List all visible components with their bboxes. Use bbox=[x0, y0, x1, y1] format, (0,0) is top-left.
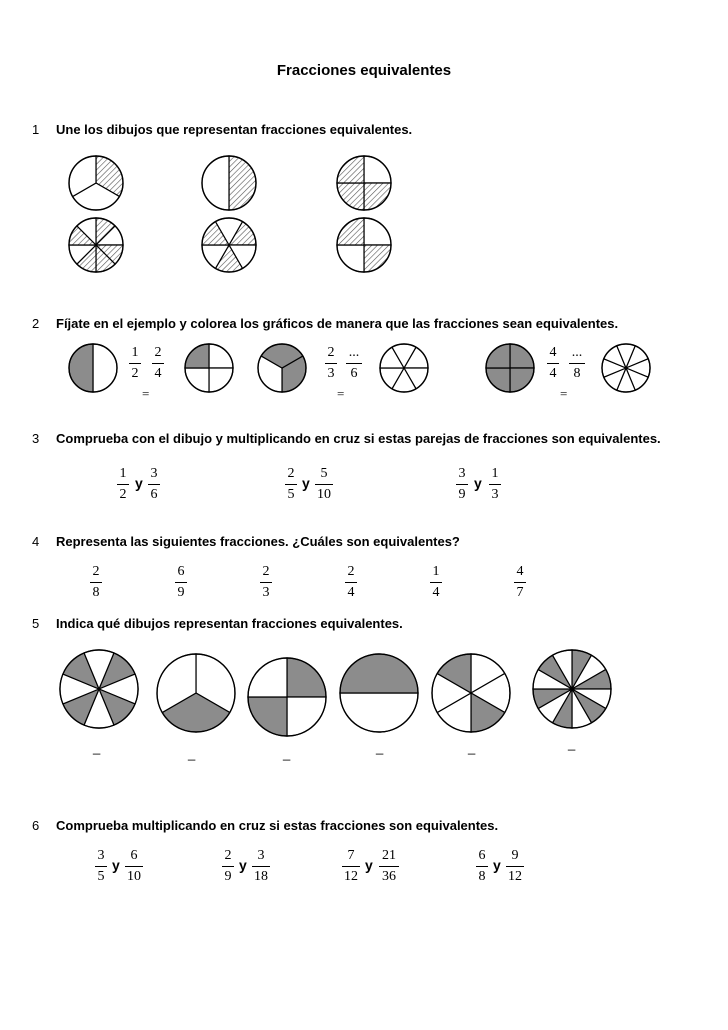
connector-y: y bbox=[239, 857, 247, 873]
fraction: 1 2 bbox=[117, 466, 129, 503]
connector-y: y bbox=[365, 857, 373, 873]
fraction: 1 2 bbox=[129, 345, 141, 382]
answer-blank: _ bbox=[568, 736, 576, 751]
equals-sign: = bbox=[142, 386, 150, 401]
connector-y: y bbox=[493, 857, 501, 873]
answer-blank: _ bbox=[93, 740, 101, 755]
fraction: 6 10 bbox=[127, 848, 141, 884]
question-number: 3 bbox=[32, 431, 40, 446]
sixths-circle bbox=[432, 654, 510, 732]
quarters-circle bbox=[337, 156, 391, 210]
eighths-circle bbox=[60, 650, 138, 728]
circle-sector bbox=[229, 156, 256, 210]
question-number: 2 bbox=[32, 316, 40, 331]
fraction: 2 5 bbox=[285, 466, 297, 503]
thirds-circle bbox=[69, 156, 123, 210]
halves-circle bbox=[202, 156, 256, 210]
connector-y: y bbox=[135, 475, 143, 491]
fraction: 2 3 bbox=[325, 345, 337, 382]
question-text: Comprueba con el dibujo y multiplicando en cruz si estas parejas de fracciones son equivalentes. bbox=[56, 431, 661, 446]
eighths-circle bbox=[69, 218, 123, 272]
answer-blank: _ bbox=[468, 740, 476, 755]
circle-sector bbox=[93, 344, 117, 392]
eighths-circle bbox=[602, 344, 650, 392]
question-text: Une los dibujos que representan fracciones equivalentes. bbox=[56, 122, 413, 137]
fraction: 7 12 bbox=[344, 848, 358, 884]
fraction: 9 12 bbox=[508, 848, 522, 884]
circle-sector bbox=[340, 693, 418, 732]
connector-y: y bbox=[302, 475, 310, 491]
question-number: 1 bbox=[32, 122, 40, 137]
question-number: 4 bbox=[32, 534, 40, 549]
twelfths-circle bbox=[533, 650, 611, 728]
sixths-circle bbox=[202, 218, 256, 272]
fraction: 1 3 bbox=[489, 466, 501, 503]
fraction: 2 9 bbox=[222, 848, 234, 885]
circle-sector bbox=[202, 156, 229, 210]
fraction: 6 8 bbox=[476, 848, 488, 885]
question-number: 5 bbox=[32, 616, 40, 631]
quarters-circle bbox=[486, 344, 534, 392]
fraction: 3 18 bbox=[254, 848, 268, 884]
circle-sector bbox=[69, 344, 93, 392]
thirds-circle bbox=[258, 344, 306, 392]
thirds-circle bbox=[157, 654, 235, 732]
question-text: Indica qué dibujos representan fracciones equivalentes. bbox=[56, 616, 403, 631]
fraction: 2 4 bbox=[345, 564, 357, 601]
example-quarters-circle bbox=[185, 344, 233, 392]
halves-circle bbox=[340, 654, 418, 732]
fraction: 4 4 bbox=[547, 345, 559, 382]
fraction: 3 5 bbox=[95, 848, 107, 885]
fraction: ... 8 bbox=[569, 345, 585, 382]
answer-blank: _ bbox=[188, 746, 196, 761]
fraction: 2 8 bbox=[90, 564, 102, 601]
connector-y: y bbox=[474, 475, 482, 491]
equals-sign: = bbox=[337, 386, 345, 401]
fraction: 3 9 bbox=[456, 466, 468, 503]
fraction: 4 7 bbox=[514, 564, 526, 601]
answer-blank: _ bbox=[376, 740, 384, 755]
fraction: 6 9 bbox=[175, 564, 187, 601]
question-number: 6 bbox=[32, 818, 40, 833]
fraction: ... 6 bbox=[346, 345, 362, 382]
question-text: Fíjate en el ejemplo y colorea los gráficos de manera que las fracciones sean equivalentes. bbox=[56, 316, 619, 331]
question-text: Representa las siguientes fracciones. ¿Cuáles son equivalentes? bbox=[56, 534, 460, 549]
fraction: 3 6 bbox=[148, 466, 160, 503]
sixths-circle bbox=[380, 344, 428, 392]
fraction: 2 3 bbox=[260, 564, 272, 601]
quarters-circle bbox=[248, 658, 326, 736]
fraction: 5 10 bbox=[317, 466, 331, 502]
fraction: 2 4 bbox=[152, 345, 164, 382]
fraction: 21 36 bbox=[379, 848, 399, 885]
equals-sign: = bbox=[560, 386, 568, 401]
quarters-circle bbox=[337, 218, 391, 272]
answer-blank: _ bbox=[283, 746, 291, 761]
question-text: Comprueba multiplicando en cruz si estas fracciones son equivalentes. bbox=[56, 818, 499, 833]
halves-circle bbox=[69, 344, 117, 392]
fraction: 1 4 bbox=[430, 564, 442, 601]
circle-sector bbox=[340, 654, 418, 693]
page-title: Fracciones equivalentes bbox=[276, 62, 452, 79]
connector-y: y bbox=[112, 857, 120, 873]
